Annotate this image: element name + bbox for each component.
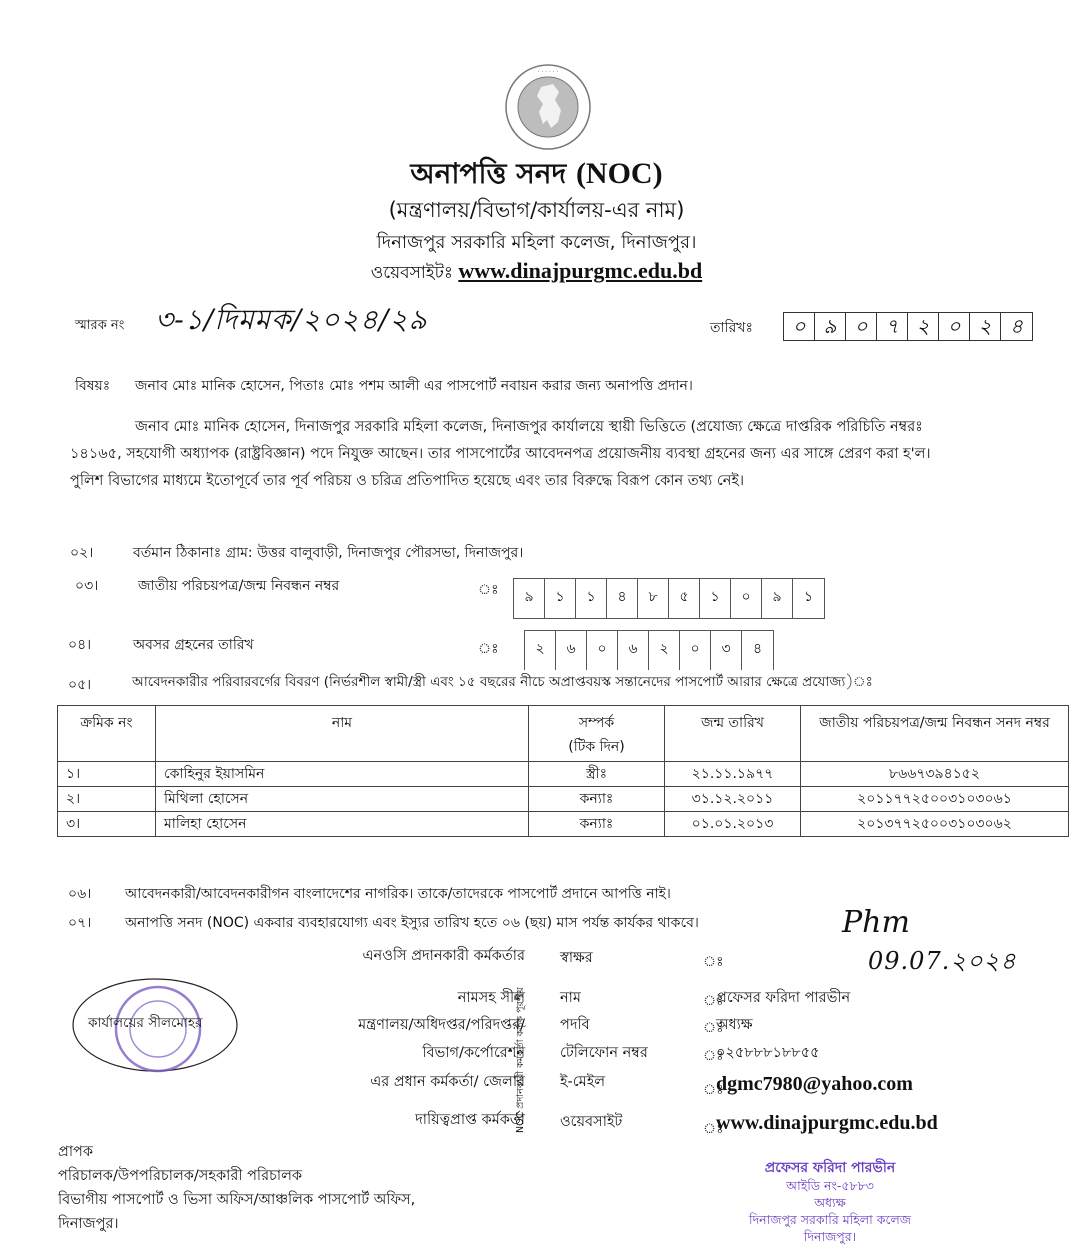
vertical-note-text: NOC প্রদানকারী কর্মকর্তা কর্তৃক পূরণীয় (515, 987, 526, 1133)
retirement-digit: ২ (649, 631, 680, 670)
officer-label-line: মন্ত্রণালয়/অধিদপ্তর/পরিদপ্তর/ (358, 1017, 525, 1033)
colon: ঃ (703, 993, 724, 1009)
cell-relation: স্ত্রীঃ (529, 762, 665, 787)
nid-digit: ১ (576, 579, 607, 618)
officer-phone: ০২৫৮৮৮১৮৮৫৫ (716, 1045, 820, 1061)
memo-label: স্মারক নং (75, 318, 125, 333)
header-relation-label: সম্পর্ক (578, 715, 615, 731)
table-row (58, 787, 1069, 812)
table-row (58, 812, 1069, 837)
cell-nid: ২০১১৭৭২৫০০৩১০৩০৬১ (801, 787, 1069, 812)
officer-name: প্রফেসর ফরিদা পারভীন (716, 990, 851, 1006)
recipient-line: দিনাজপুর। (58, 1216, 119, 1232)
cell-relation: কন্যাঃ (529, 812, 665, 837)
body-line: জনাব মোঃ মানিক হোসেন, দিনাজপুর সরকারি মহিলা কলেজ, দিনাজপুর কার্যালয়ে স্থায়ী ভিত্তিতে (প্রযোজ্য ক্ষেত্রে দাপ্তরিক পরিচিতি নম্বরঃ (135, 419, 923, 435)
nid-digit: ৪ (607, 579, 638, 618)
website-line (0, 258, 1073, 288)
retirement-date-label: অবসর গ্রহনের তারিখ (133, 637, 254, 653)
recipient-heading: প্রাপক (58, 1144, 94, 1160)
date-digit: ০ (846, 313, 877, 340)
table-row (58, 762, 1069, 787)
colon: ঃ (703, 954, 724, 970)
retirement-digit: ৪ (752, 641, 763, 657)
handwritten-signature: Phm (842, 905, 910, 940)
item-05-number: ০৫। (68, 677, 92, 693)
stamp-id: আইডি নং-৫৮৮৩ (786, 1178, 874, 1193)
table-header-row (58, 706, 1069, 762)
retirement-digit: ০ (680, 631, 711, 670)
colon: ঃ (478, 641, 499, 657)
officer-label-line: এর প্রধান কর্মকর্তা/ জেলার (370, 1074, 525, 1090)
date-field (783, 312, 1033, 341)
retirement-digit: ৩ (711, 631, 742, 670)
body-line: ১৪১৬৫, সহযোগী অধ্যাপক (রাষ্ট্রবিজ্ঞান) পদে নিযুক্ত আছেন। তার পাসপোর্টের আবেদনপত্র প্রয়োজনীয় ব্যবস্থা গ্রহনের জন্য এর সাঙ্গে প্রেরণ করা হ'ল। (70, 446, 931, 462)
cell-name: মালিহা হোসেন (156, 812, 529, 837)
retirement-digit: ৬ (618, 631, 649, 670)
header-relation (529, 706, 665, 762)
date-digit: ৭ (877, 313, 908, 340)
office-name: দিনাজপুর সরকারি মহিলা কলেজ, দিনাজপুর। (376, 232, 697, 253)
cell-nid: ২০১৩৭৭২৫০০৩১০৩০৬২ (801, 812, 1069, 837)
date-digit: ০ (784, 313, 815, 340)
cell-dob: ০১.০১.২০১৩ (665, 812, 801, 837)
retirement-date-field (524, 630, 774, 670)
nid-digit: ১ (700, 579, 731, 618)
memo-number: ৩-১/দিমমক/২০২৪/২৯ (155, 303, 428, 336)
cell-serial: ২। (58, 787, 156, 812)
subtitle: (মন্ত্রণালয়/বিভাগ/কার্যালয়-এর নাম) (388, 198, 685, 222)
cell-dob: ৩১.১২.২০১১ (665, 787, 801, 812)
recipient-block (58, 1140, 415, 1236)
family-table (57, 705, 1069, 837)
item-06-number: ০৬। (68, 886, 92, 902)
cell-relation: কন্যাঃ (529, 787, 665, 812)
principal-stamp (700, 1160, 960, 1245)
date-label: তারিখঃ (710, 320, 753, 336)
current-address: বর্তমান ঠিকানাঃ গ্রাম: উত্তর বালুবাড়ী, দিনাজপুর পৌরসভা, দিনাজপুর। (133, 545, 524, 561)
officer-website[interactable]: www.dinajpurgmc.edu.bd (716, 1112, 938, 1134)
recipient-line: বিভাগীয় পাসপোর্ট ও ভিসা অফিস/আঞ্চলিক পাসপোর্ট অফিস, (58, 1192, 416, 1208)
cell-dob: ২১.১১.১৯৭৭ (665, 762, 801, 787)
nid-digit: ৯ (514, 579, 545, 618)
stamp-name: প্রফেসর ফরিদা পারভীন (764, 1160, 896, 1176)
colon: ঃ (703, 1082, 724, 1098)
field-label-designation: পদবি (560, 1017, 590, 1033)
cell-name: মিথিলা হোসেন (156, 787, 529, 812)
field-label-phone: টেলিফোন নম্বর (560, 1045, 648, 1061)
officer-email[interactable]: dgmc7980@yahoo.com (716, 1073, 913, 1095)
officer-label-line: এনওসি প্রদানকারী কর্মকর্তার (362, 948, 525, 964)
website-label: ওয়েবসাইটঃ (370, 263, 453, 283)
validity-statement: অনাপত্তি সনদ (NOC) একবার ব্যবহারযোগ্য এবং ইস্যুর তারিখ হতে ০৬ (ছয়) মাস পর্যন্ত কার্যকর থাকবে। (125, 915, 699, 931)
stamp-college: দিনাজপুর সরকারি মহিলা কলেজ (749, 1212, 911, 1227)
svg-text:· · · · · ·: · · · · · · (537, 69, 559, 76)
colon: ঃ (703, 1121, 724, 1137)
nid-digit: ৮ (638, 579, 669, 618)
body-paragraph (70, 414, 1060, 495)
date-digit: ৯ (815, 313, 846, 340)
family-details-label: আবেদনকারীর পরিবারবর্গের বিবরণ (নির্ভরশীল স্বামী/স্ত্রী এবং ১৫ বছরের নীচে অপ্রাপ্তবয়স্ক সন্তানেদের পাসপোর্ট আরার ক্ষেত্রে প্রযোজ্য)ঃ (132, 674, 873, 690)
nid-digit: ১ (545, 579, 576, 618)
officer-designation: অধ্যক্ষ (716, 1017, 753, 1033)
cell-name: কোহিনুর ইয়াসমিন (156, 762, 529, 787)
cell-serial: ৩। (58, 812, 156, 837)
officer-label-line: বিভাগ/কর্পোরেশন (422, 1045, 525, 1061)
colon: ঃ (478, 582, 499, 598)
body-line: পুলিশ বিভাগের মাধ্যমে ইতোপূর্বে তার পূর্ব পরিচয় ও চরিত্র প্রতিপাদিত হয়েছে এবং তার বিরুদ্ধে বিরূপ কোন তথ্য নেই। (70, 473, 745, 489)
nid-digit: ৯ (762, 579, 793, 618)
header-relation-sub: (টিক দিন) (568, 739, 625, 755)
nid-label: জাতীয় পরিচয়পত্র/জন্ম নিবন্ধন নম্বর (138, 578, 340, 594)
vertical-note (510, 945, 538, 1135)
handwritten-date: 09.07.২০২৪ (868, 947, 1017, 975)
subject-label: বিষয়ঃ (75, 378, 111, 394)
title-bangla: অনাপত্তি সনদ (410, 157, 567, 190)
nid-digit: ১ (803, 589, 814, 605)
page-title (0, 152, 1073, 199)
item-03-number: ০৩। (75, 578, 99, 594)
nid-digit: ৫ (669, 579, 700, 618)
cell-nid: ৮৬৬৭৩৯৪১৫২ (801, 762, 1069, 787)
officer-label-line: নামসহ সীল (457, 990, 525, 1006)
header-serial: ক্রমিক নং (58, 706, 156, 762)
colon: ঃ (703, 1048, 724, 1064)
citizenship-statement: আবেদনকারী/আবেদনকারীগন বাংলাদেশের নাগরিক। তাকে/তাদেরকে পাসপোর্ট প্রদানে আপত্তি নাই। (125, 886, 671, 902)
field-label-website: ওয়েবসাইট (560, 1114, 623, 1130)
subject-text: জনাব মোঃ মানিক হোসেন, পিতাঃ মোঃ পশম আলী এর পাসপোর্ট নবায়ন করার জন্য অনাপত্তি প্রদান। (135, 378, 693, 394)
date-digit: ৪ (1010, 314, 1023, 338)
item-04-number: ০৪। (68, 637, 92, 653)
website-link[interactable]: www.dinajpurgmc.edu.bd (458, 258, 703, 283)
header-dob: জন্ম তারিখ (665, 706, 801, 762)
field-label-name: নাম (560, 990, 581, 1006)
recipient-line: পরিচালক/উপপরিচালক/সহকারী পরিচালক (58, 1168, 303, 1184)
retirement-digit: ৬ (556, 631, 587, 670)
nid-number-field (513, 578, 825, 619)
field-label-signature: স্বাক্ষর (560, 950, 593, 966)
retirement-digit: ২ (525, 631, 556, 670)
nid-digit: ০ (731, 579, 762, 618)
header-nid: জাতীয় পরিচয়পত্র/জন্ম নিবন্ধন সনদ নম্বর (801, 706, 1069, 762)
title-english: (NOC) (575, 157, 663, 190)
field-label-email: ই-মেইল (560, 1074, 606, 1090)
date-digit: ২ (908, 313, 939, 340)
item-02-number: ০২। (70, 545, 94, 561)
officer-label-line: দায়িত্বপ্রাপ্ত কর্মকর্তা (415, 1112, 525, 1128)
date-digit: ২ (970, 313, 1001, 340)
cell-serial: ১। (58, 762, 156, 787)
stamp-city: দিনাজপুর। (803, 1229, 857, 1244)
government-emblem-icon (503, 62, 593, 152)
colon: ঃ (703, 1020, 724, 1036)
header-name: নাম (156, 706, 529, 762)
seal-label: কার্যালয়ের সীলমোহর (88, 1015, 203, 1031)
stamp-designation: অধ্যক্ষ (814, 1195, 846, 1210)
retirement-digit: ০ (587, 631, 618, 670)
item-07-number: ০৭। (68, 915, 92, 931)
date-digit: ০ (939, 313, 970, 340)
